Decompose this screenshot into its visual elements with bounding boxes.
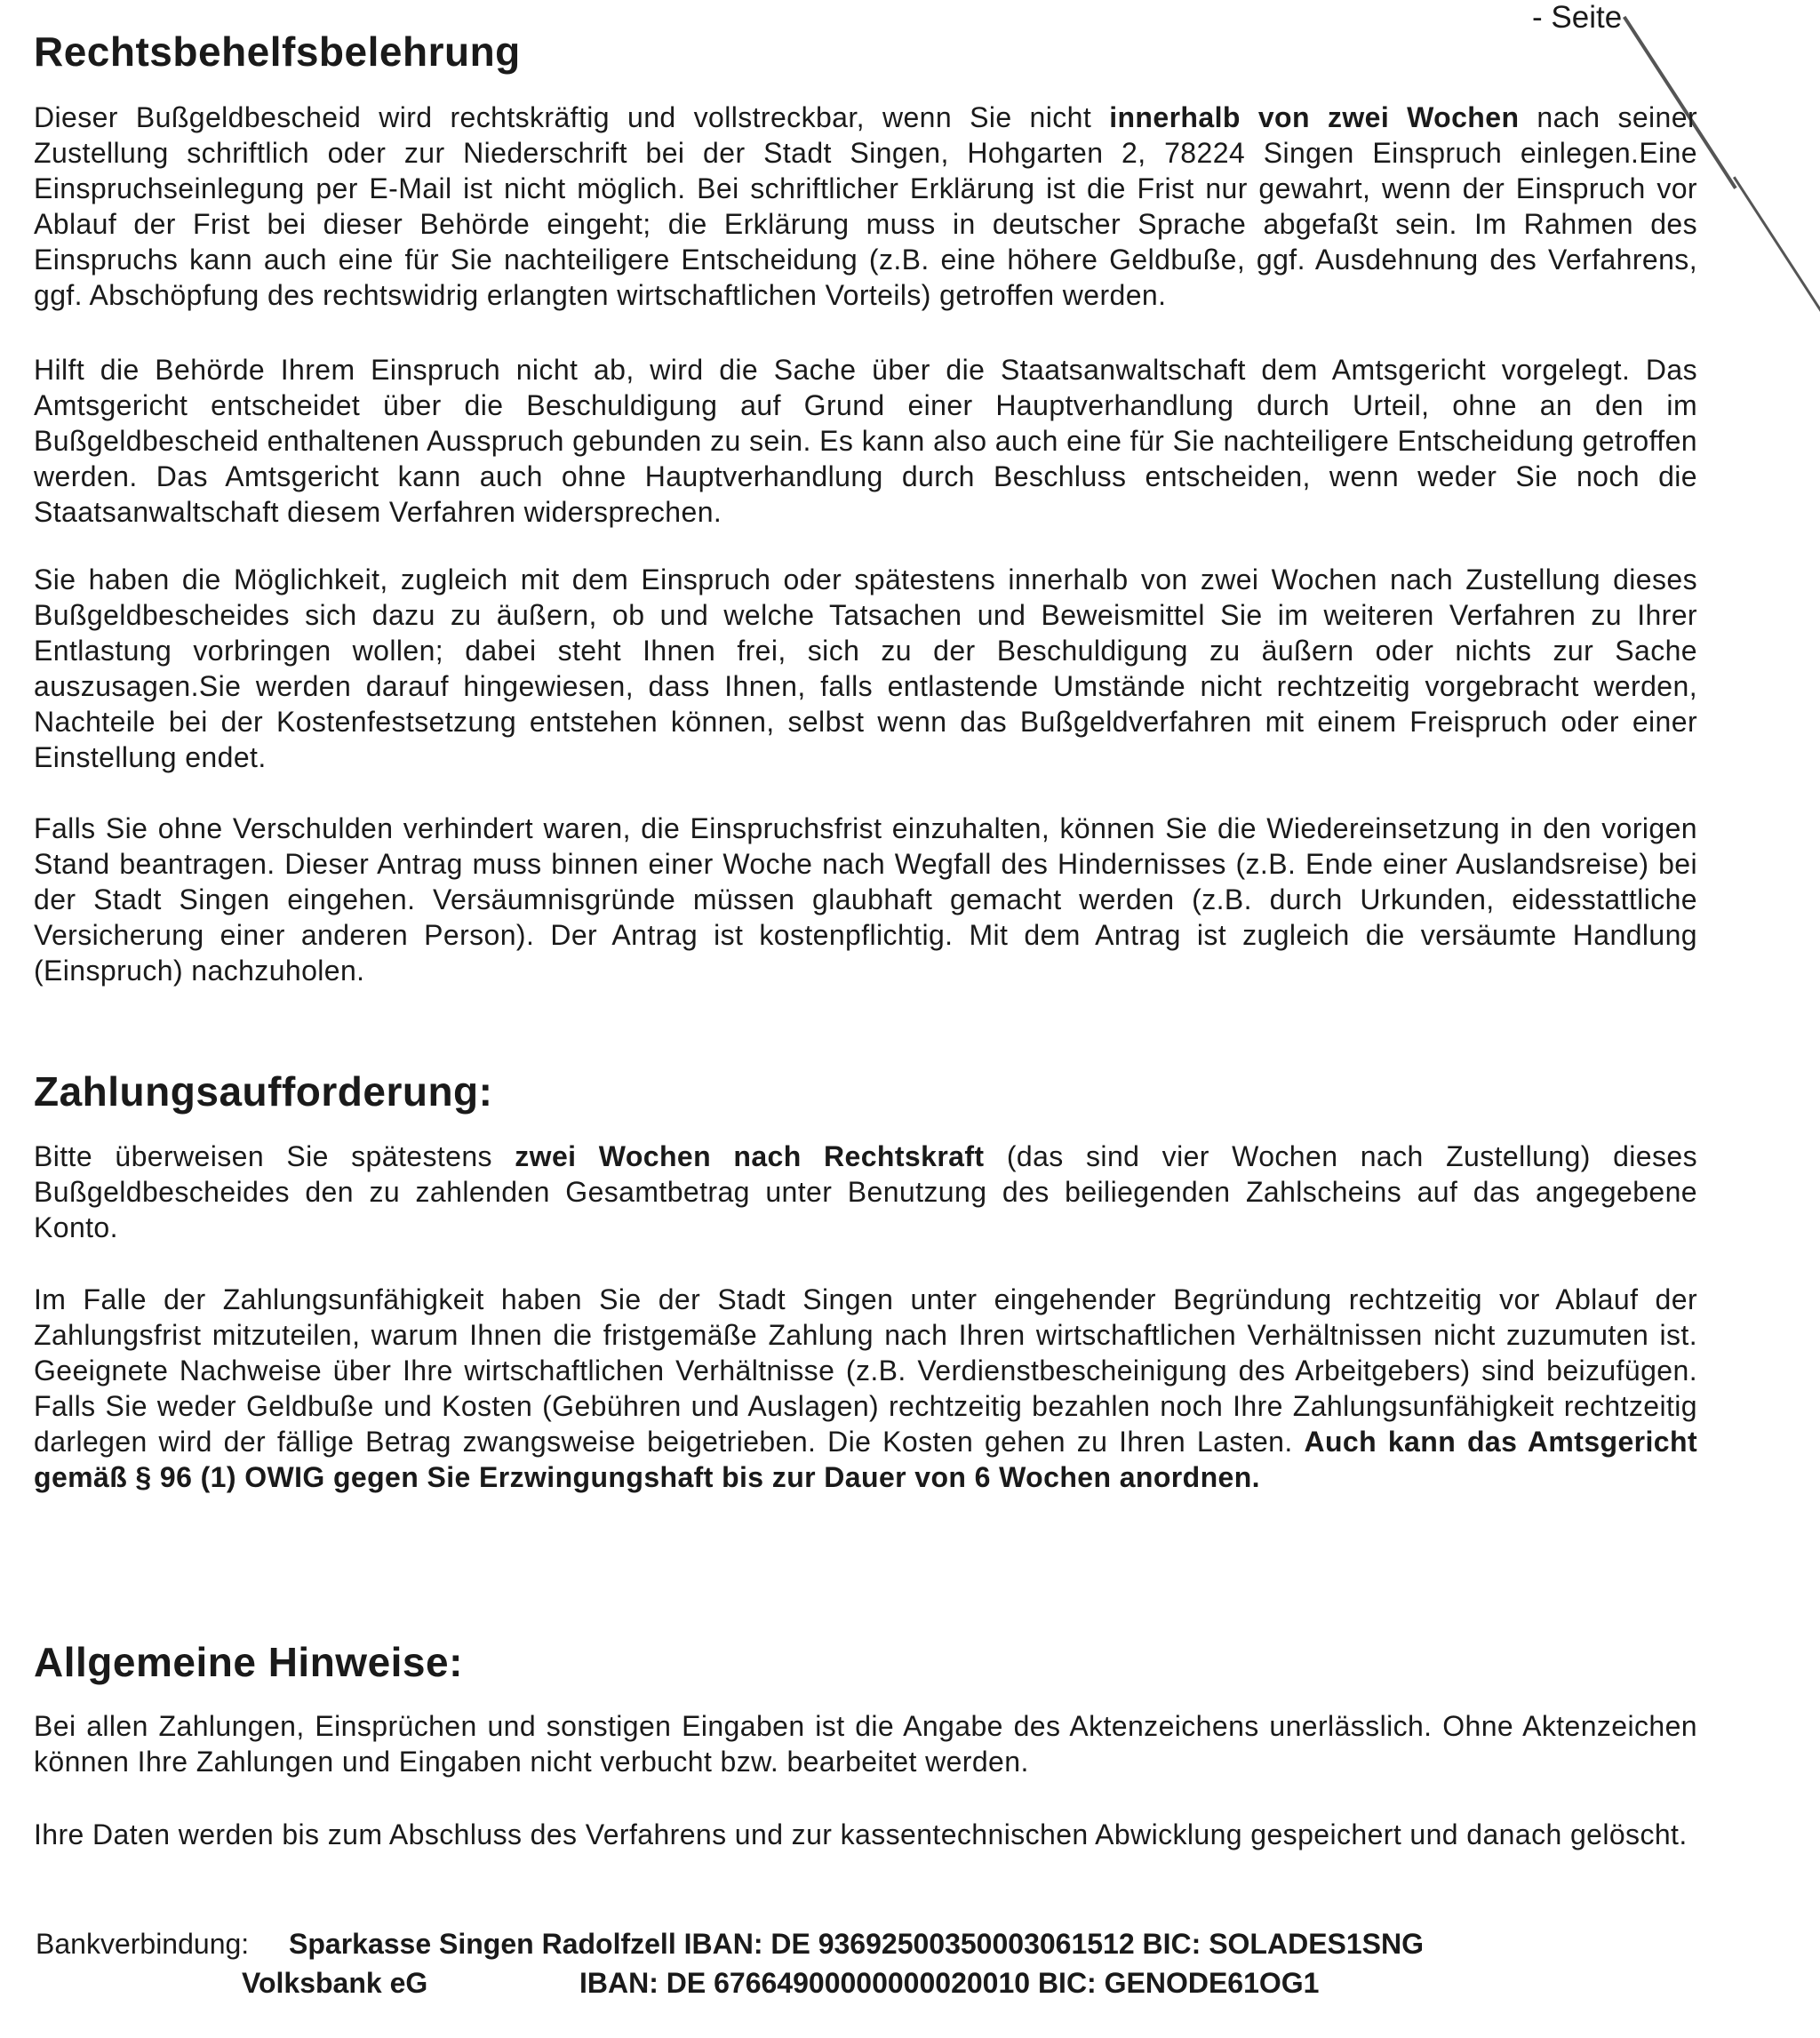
paragraph-text: Falls Sie ohne Verschulden verhindert waren, die Einspruchsfrist einzuhalten, können Sie die Wiedereinsetzung in den vorigen Stand beantragen. Dieser Antrag muss binnen einer Woche nach Wegfall des Hindernisses (z.B. Ende einer Auslandsreise) bei der Stadt Singen eingehen. Versäumnisgründe müssen glaubhaft gemacht werden (z.B. durch Urkunden, eidesstattliche Versicherung einer anderen Person). Der Antrag ist kostenpflichtig. Mit dem Antrag ist zugleich die versäumte Handlung (Einspruch) nachzuholen.	[34, 812, 1697, 987]
bank-label: Bankverbindung:	[36, 1928, 250, 1960]
paragraph-text: Ihre Daten werden bis zum Abschluss des Verfahrens und zur kassentechnischen Abwicklung gespeichert und danach gelöscht.	[34, 1818, 1688, 1850]
paragraph-wiedereinsetzung	[34, 811, 1697, 988]
section-zahlungsaufforderung	[34, 1067, 1697, 1116]
bank-details	[36, 1925, 1724, 2003]
bold-phrase: Auch kann das Amtsgericht gemäß § 96 (1) OWIG gegen Sie Erzwingungshaft bis zur Dauer von 6 Wochen anordnen.	[34, 1426, 1698, 1493]
bank-volksbank-name: Volksbank eG	[242, 1967, 428, 1999]
section-title: Zahlungsaufforderung:	[34, 1068, 493, 1115]
bank-sparkasse: Sparkasse Singen Radolfzell IBAN: DE 93692500350003061512 BIC: SOLADES1SNG	[289, 1928, 1425, 1960]
paragraph-text: Dieser Bußgeldbescheid wird rechtskräftig und vollstreckbar, wenn Sie nicht innerhalb von zwei Wochen nach seiner Zustellung schriftlich oder zur Niederschrift bei der Stadt Singen, Hohgarten 2, 78224 Singen Einspruch einlegen.Eine Einspruchseinlegung per E-Mail ist nicht möglich. Bei schriftlicher Erklärung ist die Frist nur gewahrt, wenn der Einspruch vor Ablauf der Frist bei dieser Behörde eingeht; die Erklärung muss in deutscher Sprache abgefaßt sein. Im Rahmen des Einspruchs kann auch eine für Sie nachteiligere Entscheidung (z.B. eine höhere Geldbuße, ggf. Ausdehnung des Verfahrens, ggf. Abschöpfung des rechtswidrig erlangten wirtschaftlichen Vorteils) getroffen werden.	[34, 101, 1697, 311]
paragraph-ueberweisung	[34, 1139, 1697, 1245]
bank-row-sparkasse	[36, 1925, 1724, 1964]
section-rechtsbehelfsbelehrung	[34, 27, 1697, 76]
paragraph-aeusserung	[34, 562, 1697, 775]
paragraph-aktenzeichen	[34, 1708, 1697, 1779]
section-title: Allgemeine Hinweise:	[34, 1639, 463, 1685]
section-title: Rechtsbehelfsbelehrung	[34, 28, 521, 75]
bank-volksbank-iban: IBAN: DE 67664900000000020010 BIC: GENODE61OG1	[579, 1967, 1320, 1999]
paragraph-text: Hilft die Behörde Ihrem Einspruch nicht ab, wird die Sache über die Staatsanwaltschaft dem Amtsgericht vorgelegt. Das Amtsgericht entscheidet über die Beschuldigung auf Grund einer Hauptverhandlung durch Urteil, ohne an den im Bußgeldbescheid enthaltenen Ausspruch gebunden zu sein. Es kann also auch eine für Sie nachteiligere Entscheidung getroffen werden. Das Amtsgericht kann auch ohne Hauptverhandlung durch Beschluss entscheiden, wenn weder Sie noch die Staatsanwaltschaft diesem Verfahren widersprechen.	[34, 354, 1697, 528]
paragraph-einspruch-frist	[34, 100, 1697, 313]
bold-phrase: innerhalb von zwei Wochen	[1109, 101, 1520, 133]
section-allgemeine-hinweise	[34, 1637, 1697, 1687]
bold-phrase: zwei Wochen nach Rechtskraft	[515, 1140, 985, 1172]
paragraph-text: Im Falle der Zahlungsunfähigkeit haben Sie der Stadt Singen unter eingehender Begründung rechtzeitig vor Ablauf der Zahlungsfrist mitzuteilen, warum Ihnen die fristgemäße Zahlung nach Ihren wirtschaftlichen Verhältnissen nicht zuzumuten ist. Geeignete Nachweise über Ihre wirtschaftlichen Verhältnisse (z.B. Verdienstbescheinigung des Arbeitgebers) sind beizufügen. Falls Sie weder Geldbuße und Kosten (Gebühren und Auslagen) rechtzeitig bezahlen noch Ihre Zahlungsunfähigkeit rechtzeitig darlegen wird der fällige Betrag zwangsweise beigetrieben. Die Kosten gehen zu Ihren Lasten. Auch kann das Amtsgericht gemäß § 96 (1) OWIG gegen Sie Erzwingungshaft bis zur Dauer von 6 Wochen anordnen.	[34, 1283, 1698, 1493]
paragraph-zahlungsunfaehigkeit	[34, 1282, 1697, 1495]
page-marker: - Seite	[1532, 0, 1623, 35]
scan-artifact-line-lower	[1733, 176, 1820, 356]
paragraph-datenspeicherung	[34, 1817, 1697, 1852]
paragraph-text: Bitte überweisen Sie spätestens zwei Wochen nach Rechtskraft (das sind vier Wochen nach Zustellung) dieses Bußgeldbescheides den zu zahlenden Gesamtbetrag unter Benutzung des beiliegenden Zahlscheins auf das angegebene Konto.	[34, 1140, 1698, 1243]
paragraph-text: Bei allen Zahlungen, Einsprüchen und sonstigen Eingaben ist die Angabe des Aktenzeichens unerlässlich. Ohne Aktenzeichen können Ihre Zahlungen und Eingaben nicht verbucht bzw. bearbeitet werden.	[34, 1710, 1697, 1778]
bank-row-volksbank	[36, 1964, 1724, 2003]
paragraph-amtsgericht	[34, 352, 1697, 530]
paragraph-text: Sie haben die Möglichkeit, zugleich mit dem Einspruch oder spätestens innerhalb von zwei Wochen nach Zustellung dieses Bußgeldbescheides sich dazu zu äußern, ob und welche Tatsachen und Beweismittel Sie im weiteren Verfahren zu Ihrer Entlastung vorbringen wollen; dabei steht Ihnen frei, sich zu der Beschuldigung zu äußern oder nichts zur Sache auszusagen.Sie werden darauf hingewiesen, dass Ihnen, falls entlastende Umstände nicht rechtzeitig vorgebracht werden, Nachteile bei der Kostenfestsetzung entstehen können, selbst wenn das Bußgeldverfahren mit einem Freispruch oder einer Einstellung endet.	[34, 563, 1697, 773]
